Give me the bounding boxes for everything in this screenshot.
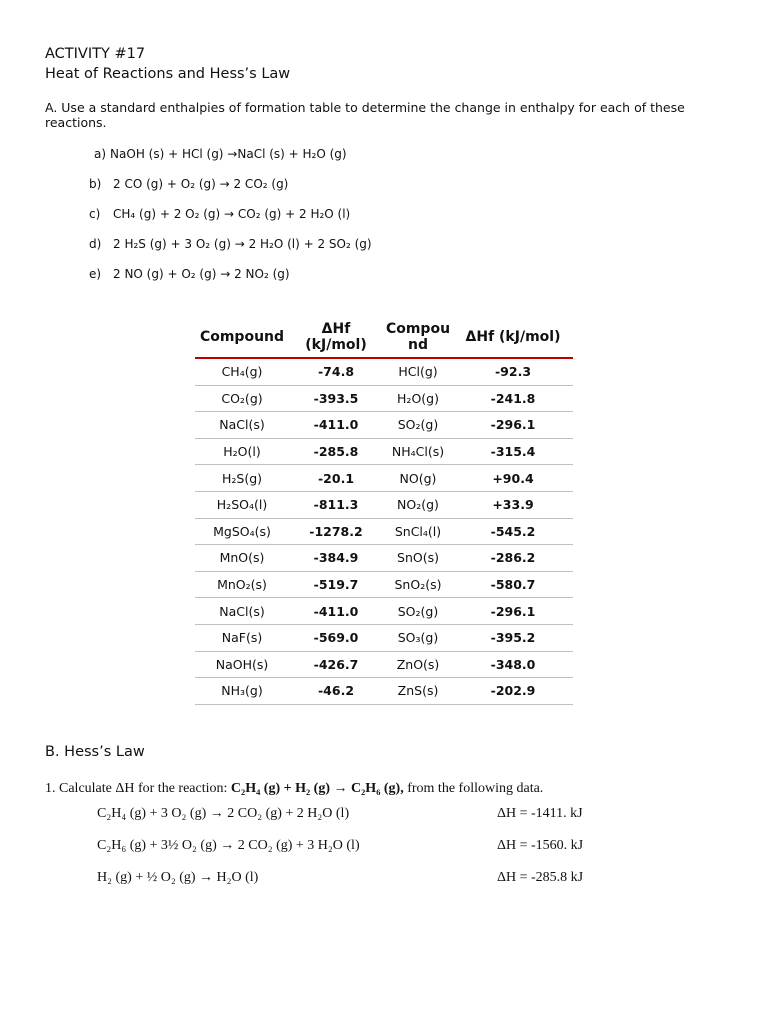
reaction-text: CH₄ (g) + 2 O₂ (g) → CO₂ (g) + 2 H₂O (l) <box>113 207 351 221</box>
dhf-value-cell: -569.0 <box>289 624 383 651</box>
reaction-e <box>89 267 290 281</box>
compound-cell: MnO(s) <box>195 545 289 572</box>
dhf-value-cell: -241.8 <box>453 385 573 412</box>
reaction-b <box>89 177 288 191</box>
table-row <box>195 624 573 651</box>
data-equation: C₂H₄ (g) + 3 O₂ (g) → 2 CO₂ (g) + 2 H₂O (l) <box>97 806 350 821</box>
table-row <box>195 438 573 465</box>
reaction-text: 2 CO (g) + O₂ (g) → 2 CO₂ (g) <box>113 177 289 191</box>
table-row <box>195 491 573 518</box>
header-dhf-2: ΔHf (kJ/mol) <box>453 316 573 358</box>
compound-cell: NaCl(s) <box>195 598 289 625</box>
dhf-value-cell: -202.9 <box>453 678 573 705</box>
table-row <box>195 358 573 385</box>
dhf-value-cell: -46.2 <box>289 678 383 705</box>
data-delta-h: ΔH = -1411. kJ <box>497 806 583 821</box>
compound-cell: MgSO₄(s) <box>195 518 289 545</box>
dhf-value-cell: -92.3 <box>453 358 573 385</box>
dhf-value-cell: -519.7 <box>289 571 383 598</box>
header-compound-2: Compou nd <box>383 316 453 358</box>
activity-subtitle: Heat of Reactions and Hess’s Law <box>45 66 291 82</box>
reaction-a <box>94 147 347 161</box>
table-row <box>195 465 573 492</box>
compound-cell: HCl(g) <box>383 358 453 385</box>
table-row <box>195 678 573 705</box>
dhf-value-cell: -74.8 <box>289 358 383 385</box>
compound-cell: CO₂(g) <box>195 385 289 412</box>
compound-cell: SO₂(g) <box>383 598 453 625</box>
compound-cell: NO(g) <box>383 465 453 492</box>
compound-cell: H₂SO₄(l) <box>195 491 289 518</box>
dhf-value-cell: -411.0 <box>289 598 383 625</box>
compound-cell: NaOH(s) <box>195 651 289 678</box>
dhf-value-cell: -580.7 <box>453 571 573 598</box>
compound-cell: SO₂(g) <box>383 412 453 439</box>
dhf-value-cell: -285.8 <box>289 438 383 465</box>
compound-cell: NH₄Cl(s) <box>383 438 453 465</box>
compound-cell: MnO₂(s) <box>195 571 289 598</box>
table-row <box>195 385 573 412</box>
question-suffix: from the following data. <box>403 781 544 796</box>
data-delta-h: ΔH = -285.8 kJ <box>497 870 584 885</box>
compound-cell: ZnS(s) <box>383 678 453 705</box>
dhf-value-cell: -20.1 <box>289 465 383 492</box>
part-b-heading: B. Hess’s Law <box>45 744 145 760</box>
activity-title: ACTIVITY #17 <box>45 46 146 62</box>
table-row <box>195 571 573 598</box>
table-row <box>195 598 573 625</box>
reaction-d <box>89 237 372 251</box>
dhf-value-cell: -296.1 <box>453 412 573 439</box>
compound-cell: CH₄(g) <box>195 358 289 385</box>
compound-cell: NO₂(g) <box>383 491 453 518</box>
data-equation: H₂ (g) + ½ O₂ (g) → H₂O (l) <box>97 870 259 885</box>
dhf-value-cell: -296.1 <box>453 598 573 625</box>
reaction-text: NaOH (s) + HCl (g) →NaCl (s) + H₂O (g) <box>110 147 347 161</box>
dhf-value-cell: -393.5 <box>289 385 383 412</box>
dhf-value-cell: -315.4 <box>453 438 573 465</box>
reaction-label: d) <box>89 237 102 251</box>
compound-cell: NaF(s) <box>195 624 289 651</box>
compound-cell: NaCl(s) <box>195 412 289 439</box>
header-compound: Compound <box>195 316 289 358</box>
compound-cell: SnO(s) <box>383 545 453 572</box>
hess-question <box>45 781 543 797</box>
compound-cell: H₂O(l) <box>195 438 289 465</box>
dhf-value-cell: -426.7 <box>289 651 383 678</box>
reaction-c <box>89 207 350 221</box>
reaction-label: b) <box>89 177 102 191</box>
compound-cell: H₂S(g) <box>195 465 289 492</box>
dhf-value-cell: -811.3 <box>289 491 383 518</box>
data-delta-h: ΔH = -1560. kJ <box>497 838 584 853</box>
enthalpy-table <box>195 316 573 705</box>
table-row <box>195 651 573 678</box>
dhf-value-cell: -1278.2 <box>289 518 383 545</box>
dhf-value-cell: +33.9 <box>453 491 573 518</box>
compound-cell: ZnO(s) <box>383 651 453 678</box>
dhf-value-cell: -348.0 <box>453 651 573 678</box>
reaction-text: 2 NO (g) + O₂ (g) → 2 NO₂ (g) <box>113 267 290 281</box>
reaction-label: a) <box>94 147 107 161</box>
reaction-label: e) <box>89 267 102 281</box>
compound-cell: H₂O(g) <box>383 385 453 412</box>
question-reaction: C₂H₄ (g) + H₂ (g) → C₂H₆ (g), <box>230 781 404 796</box>
question-prefix: 1. Calculate ΔH for the reaction: <box>45 781 231 796</box>
compound-cell: NH₃(g) <box>195 678 289 705</box>
part-a-instructions: A. Use a standard enthalpies of formation table to determine the change in enthalpy for each of these reactions. <box>45 100 685 130</box>
compound-cell: SO₃(g) <box>383 624 453 651</box>
dhf-value-cell: -286.2 <box>453 545 573 572</box>
table-body <box>195 358 573 704</box>
dhf-value-cell: -384.9 <box>289 545 383 572</box>
table-header-row <box>195 316 573 358</box>
dhf-value-cell: -395.2 <box>453 624 573 651</box>
dhf-value-cell: -411.0 <box>289 412 383 439</box>
reaction-text: 2 H₂S (g) + 3 O₂ (g) → 2 H₂O (l) + 2 SO₂ (g) <box>113 237 372 251</box>
compound-cell: SnCl₄(l) <box>383 518 453 545</box>
header-dhf: ΔHf (kJ/mol) <box>289 316 383 358</box>
table-row <box>195 412 573 439</box>
reaction-label: c) <box>89 207 101 221</box>
dhf-value-cell: -545.2 <box>453 518 573 545</box>
table-row <box>195 518 573 545</box>
table-row <box>195 545 573 572</box>
dhf-value-cell: +90.4 <box>453 465 573 492</box>
compound-cell: SnO₂(s) <box>383 571 453 598</box>
data-equation: C₂H₆ (g) + 3½ O₂ (g) → 2 CO₂ (g) + 3 H₂O (l) <box>97 838 360 853</box>
